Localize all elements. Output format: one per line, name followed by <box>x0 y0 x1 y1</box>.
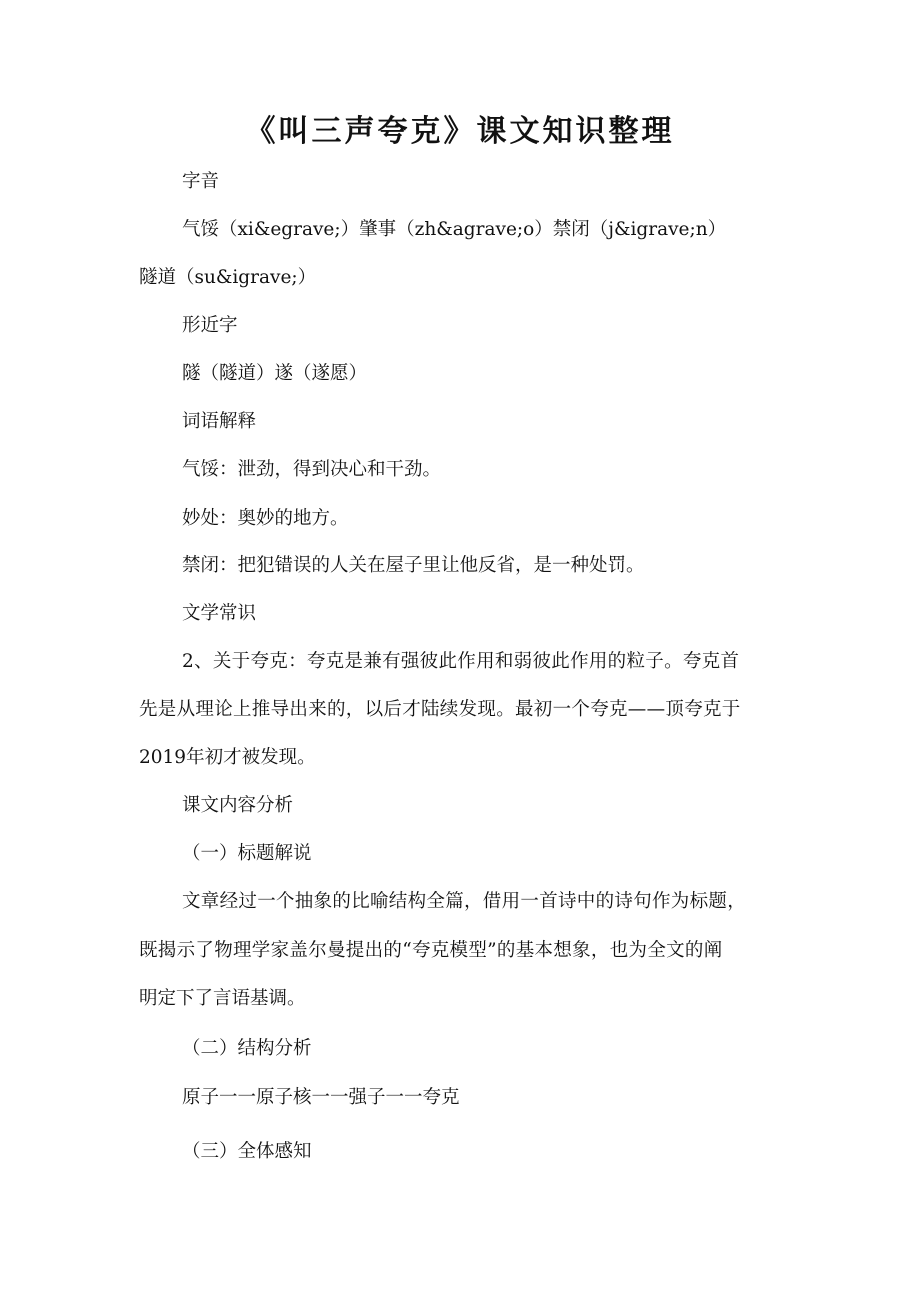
quark-paragraph-line-1: 2、关于夸克：夸克是兼有强彼此作用和弱彼此作用的粒子。夸克首 <box>182 651 740 672</box>
subheading-structure-analysis: （二）结构分析 <box>182 1038 312 1059</box>
vocabulary-item-3: 禁闭：把犯错误的人关在屋子里让他反省，是一种处罚。 <box>182 555 645 576</box>
subheading-overall-perception: （三）全体感知 <box>182 1141 312 1162</box>
pronunciation-line-2: 隧道（su&igrave;） <box>139 267 317 288</box>
heading-vocabulary: 词语解释 <box>182 411 257 432</box>
quark-paragraph-line-3: 2019年初才被发现。 <box>139 747 316 768</box>
heading-pronunciation: 字音 <box>182 171 220 192</box>
similar-characters-line: 隧（隧道）遂（遂愿） <box>182 363 368 384</box>
vocabulary-item-2: 妙处：奥妙的地方。 <box>182 508 349 529</box>
heading-similar-characters: 形近字 <box>182 315 238 336</box>
title-paragraph-line-3: 明定下了言语基调。 <box>139 988 306 1009</box>
title-paragraph-line-2: 既揭示了物理学家盖尔曼提出的“夸克模型”的基本想象，也为全文的阐 <box>139 940 723 961</box>
structure-chain: 原子一一原子核一一强子一一夸克 <box>182 1087 460 1108</box>
heading-content-analysis: 课文内容分析 <box>182 795 294 816</box>
heading-literary-knowledge: 文学常识 <box>182 603 257 624</box>
subheading-title-explanation: （一）标题解说 <box>182 843 312 864</box>
vocabulary-item-1: 气馁：泄劲，得到决心和干劲。 <box>182 459 442 480</box>
pronunciation-line-1: 气馁（xi&egrave;）肇事（zh&agrave;o）禁闭（j&igrave;n） <box>182 219 727 240</box>
quark-paragraph-line-2: 先是从理论上推导出来的，以后才陆续发现。最初一个夸克——顶夸克于 <box>139 699 741 720</box>
document-title: 《叫三声夸克》课文知识整理 <box>245 114 675 149</box>
title-paragraph-line-1: 文章经过一个抽象的比喻结构全篇，借用一首诗中的诗句作为标题， <box>182 891 747 912</box>
